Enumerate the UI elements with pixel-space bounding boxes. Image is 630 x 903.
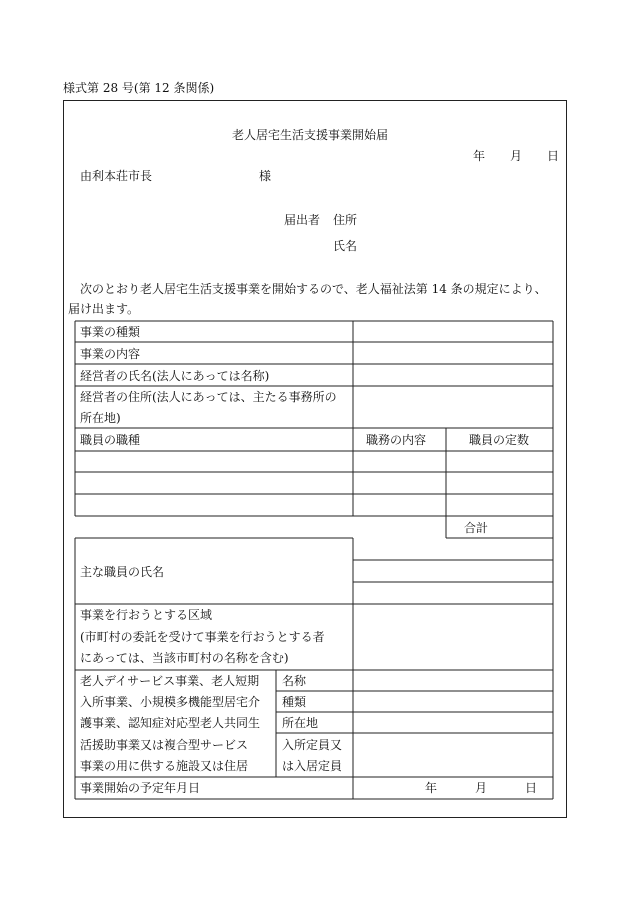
label-total: 合計 [464, 521, 489, 535]
label-facility-name: 名称 [282, 674, 307, 688]
label-staff-quota: 職員の定数 [469, 433, 530, 447]
label-facility-4: 活援助事業又は複合型サービス [80, 738, 249, 752]
label-area-2: (市町村の委託を受けて事業を行おうとする者 [80, 630, 325, 644]
label-operator-name: 経営者の氏名(法人にあっては名称) [80, 369, 270, 383]
label-area-1: 事業を行おうとする区域 [80, 608, 213, 622]
start-date-day: 日 [525, 781, 538, 795]
label-operator-address-2: 所在地) [80, 411, 121, 425]
label-facility-2: 入所事業、小規模多機能型居宅介 [80, 695, 261, 709]
body-text-line1: 次のとおり老人居宅生活支援事業を開始するので、老人福祉法第 14 条の規定により、 [80, 282, 547, 296]
date-month: 月 [510, 149, 523, 163]
label-staff-type: 職員の職種 [80, 433, 141, 447]
date-year: 年 [473, 149, 486, 163]
label-capacity-2: は入居定員 [282, 759, 343, 773]
label-facility-kind: 種類 [282, 695, 307, 709]
label-business-content: 事業の内容 [80, 347, 141, 361]
label-facility-3: 護事業、認知症対応型老人共同生 [80, 716, 261, 730]
start-date-month: 月 [475, 781, 488, 795]
label-facility-location: 所在地 [282, 716, 319, 730]
applicant-address: 住所 [333, 213, 358, 227]
label-area-3: にあっては、当該市町村の名称を含む) [80, 651, 289, 665]
applicant-label: 届出者 [284, 213, 321, 227]
addressee-honorific: 様 [259, 169, 272, 183]
form-title: 老人居宅生活支援事業開始届 [232, 128, 389, 142]
start-date-year: 年 [425, 781, 438, 795]
label-capacity-1: 入所定員又 [282, 738, 343, 752]
label-operator-address-1: 経営者の住所(法人にあっては、主たる事務所の [80, 390, 337, 404]
label-facility-5: 事業の用に供する施設又は住居 [80, 759, 249, 773]
applicant-name: 氏名 [333, 239, 358, 253]
date-day: 日 [547, 149, 560, 163]
label-main-staff: 主な職員の氏名 [80, 565, 165, 579]
body-text-line2: 届け出ます。 [68, 302, 140, 316]
addressee-name: 由利本荘市長 [80, 169, 153, 183]
form-number: 様式第 28 号(第 12 条関係) [63, 81, 215, 95]
label-staff-duties: 職務の内容 [366, 433, 427, 447]
label-facility-1: 老人デイサービス事業、老人短期 [80, 674, 260, 688]
label-business-type: 事業の種類 [80, 325, 141, 339]
label-start-date: 事業開始の予定年月日 [80, 781, 201, 795]
